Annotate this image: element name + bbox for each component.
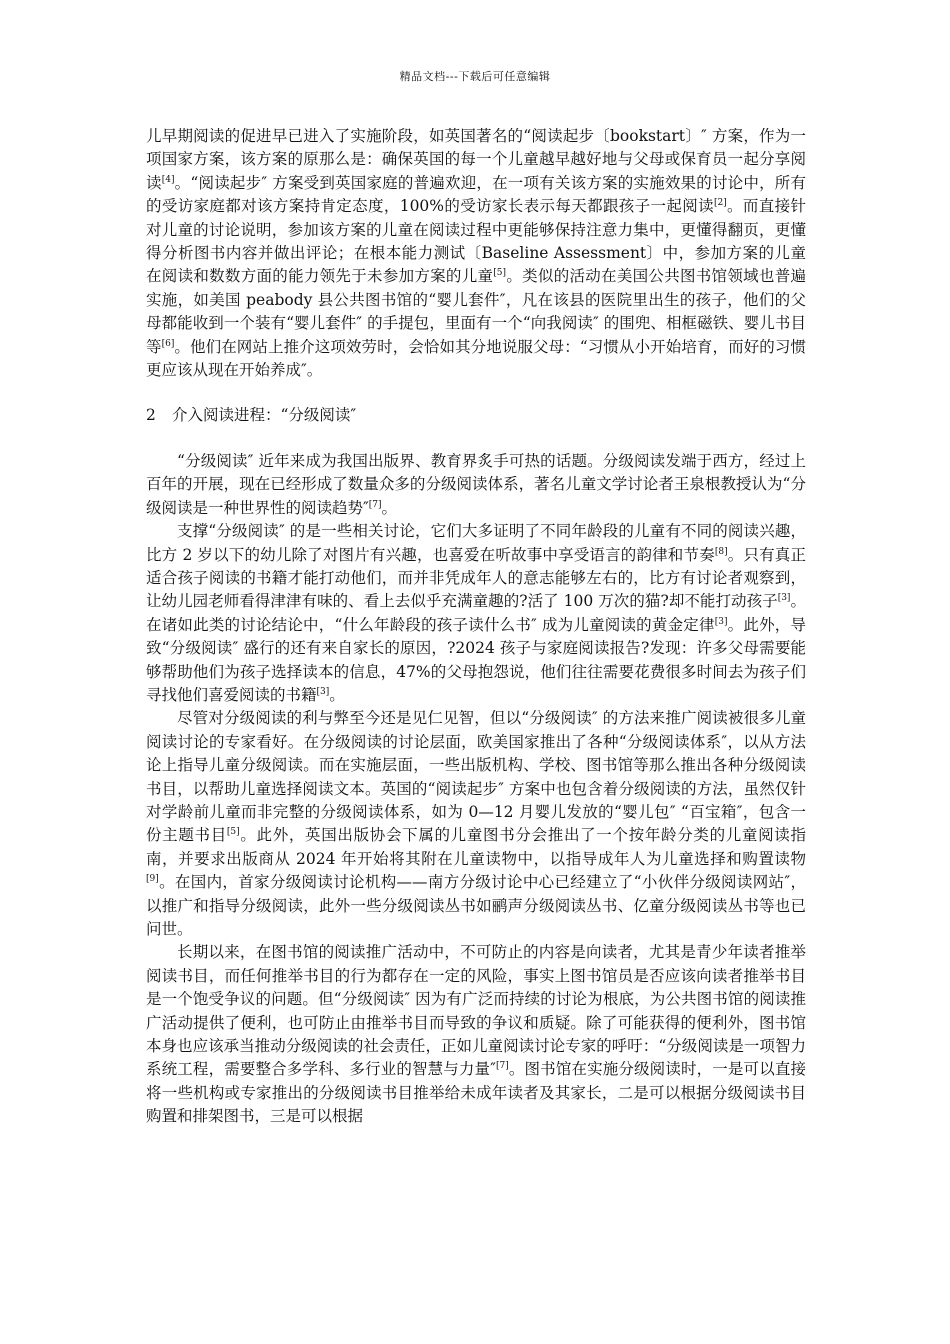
paragraph-text: “分级阅读″ 近年来成为我国出版界、教育界炙手可热的话题。分级阅读发端于西方，经过上百年的开展，现在已经形成了数量众多的分级阅读体系，著名儿童文学讨论者王泉根教授认为“分级阅读是一种世界性的阅读趋势″ (146, 451, 806, 517)
paragraph-text: 。他们在网站上推介这项效劳时，会恰如其分地说服父母：“习惯从小开始培育，而好的习惯更应该从现在开始养成″。 (146, 337, 806, 380)
citation: [3] (777, 593, 791, 604)
paragraph-text: 。只有真正适合孩子阅读的书籍才能打动他们，而并非凭成年人的意志能够左右的，比方有讨论者观察到，让幼儿园老师看得津津有味的、看上去似乎充满童趣的?活了 100 万次的猫?却不能打动孩子 (146, 545, 806, 611)
paragraph-text: 。“阅读起步″ 方案受到英国家庭的普遍欢迎，在一项有关该方案的实施效果的讨论中，所有的受访家庭都对该方案持肯定态度，100%的受访家长表示每天都跟孩子一起阅读 (146, 173, 806, 216)
paragraph-text: 。类似的活动在美国公共图书馆领域也普遍实施，如美国 peabody 县公共图书馆的“婴儿套件″，凡在该县的医院里出生的孩子，他们的父母都能收到一个装有“婴儿套件″ 的手提包，里面有一个“向我阅读″ 的围兜、相框磁铁、婴儿书目等 (146, 267, 806, 356)
citation: [3] (316, 686, 330, 697)
citation: [8] (714, 546, 728, 557)
paragraph-text: 。在国内，首家分级阅读讨论机构——南方分级讨论中心已经建立了“小伙伴分级阅读网站″，以推广和指导分级阅读，此外一些分级阅读丛书如鹂声分级阅读丛书、亿童分级阅读丛书等也已问世。 (146, 873, 806, 938)
paragraph-5 (146, 941, 806, 1128)
citation: [7] (368, 499, 382, 510)
paragraph-text: 。 (329, 685, 345, 704)
paragraph-1 (146, 125, 806, 382)
page-header: 精品文档---下载后可任意编辑 (399, 70, 551, 83)
paragraph-text: 尽管对分级阅读的利与弊至今还是见仁见智，但以“分级阅读″ 的方法来推广阅读被很多儿童阅读讨论的专家看好。在分级阅读的讨论层面，欧美国家推出了各种“分级阅读体系″，以从方法论上指导儿童分级阅读。而在实施层面，一些出版机构、学校、图书馆等那么推出各种分级阅读书目，以帮助儿童选择阅读文本。英国的“阅读起步″ 方案中也包含着分级阅读的方法，虽然仅针对学龄前儿童而非完整的分级阅读体系，如为 0—12 月婴儿发放的“婴儿包″ “百宝箱″，包含一份主题书目 (146, 709, 806, 845)
document-body (146, 125, 806, 1129)
paragraph-text: 。 (381, 498, 398, 517)
paragraph-4 (146, 707, 806, 941)
paragraph-text: 。在诸如此类的讨论结论中，“什么年龄段的孩子读什么书″ 成为儿童阅读的黄金定律 (146, 592, 806, 634)
section-number: 2 (146, 406, 156, 425)
citation: [5] (493, 268, 507, 279)
citation: [9] (146, 874, 159, 885)
paragraph-2 (146, 450, 806, 520)
paragraph-text: 支撑“分级阅读″ 的是一些相关讨论，它们大多证明了不同年龄段的儿童有不同的阅读兴趣，比方 2 岁以下的幼儿除了对图片有兴趣，也喜爱在听故事中享受语言的韵律和节奏 (146, 522, 806, 564)
paragraph-text: 。图书馆在实施分级阅读时，一是可以直接将一些机构或专家推出的分级阅读书目推举给未成年读者及其家长，二是可以根据分级阅读书目购置和排架图书，三是可以根据 (146, 1060, 806, 1126)
paragraph-text: 。而直接针对儿童的讨论说明，参加该方案的儿童在阅读过程中更能够保持注意力集中，更懂得翻页，更懂得分析图书内容并做出评论；在根本能力测试〔Baseline Assessment〕中，参加方案的儿童在阅读和数数方面的能力领先于未参加方案的儿童 (146, 197, 806, 286)
citation: [7] (495, 1061, 509, 1072)
paragraph-text: 。此外，导致“分级阅读″ 盛行的还有来自家长的原因，?2024 孩子与家庭阅读报告?发现：许多父母需要能够帮助他们为孩子选择读本的信息，47%的父母抱怨说，他们往往需要花费很多时间去为孩子们寻找他们喜爱阅读的书籍 (146, 615, 806, 704)
paragraph-3 (146, 520, 806, 707)
citation: [6] (161, 338, 175, 349)
citation: [2] (713, 198, 727, 209)
section-heading (146, 404, 806, 427)
paragraph-text: 长期以来，在图书馆的阅读推广活动中，不可防止的内容是向读者，尤其是青少年读者推举阅读书目，而任何推举书目的行为都存在一定的风险，事实上图书馆员是否应该向读者推举书目是一个饱受争议的问题。但“分级阅读″ 因为有广泛而持续的讨论为根底，为公共图书馆的阅读推广活动提供了便利，也可防止由推举书目而导致的争议和质疑。除了可能获得的便利外，图书馆本身也应该承当推动分级阅读的社会责任，正如儿童阅读讨论专家的呼吁：“分级阅读是一项智力系统工程，需要整合多学科、多行业的智慧与力量″ (146, 943, 806, 1079)
paragraph-text: 儿早期阅读的促进早已进入了实施阶段，如英国著名的“阅读起步〔bookstart〕″ 方案，作为一项国家方案，该方案的原那么是：确保英国的每一个儿童越早越好地与父母或保育员一起分享阅读 (146, 127, 806, 192)
citation: [4] (161, 174, 175, 185)
section-title: 介入阅读进程：“分级阅读″ (172, 406, 357, 425)
paragraph-text: 。此外，英国出版协会下属的儿童图书分会推出了一个按年龄分类的儿童阅读指南，并要求出版商从 2024 年开始将其附在儿童读物中，以指导成年人为儿童选择和购置读物 (146, 826, 806, 868)
citation: [5] (226, 827, 240, 838)
citation: [3] (714, 616, 728, 627)
